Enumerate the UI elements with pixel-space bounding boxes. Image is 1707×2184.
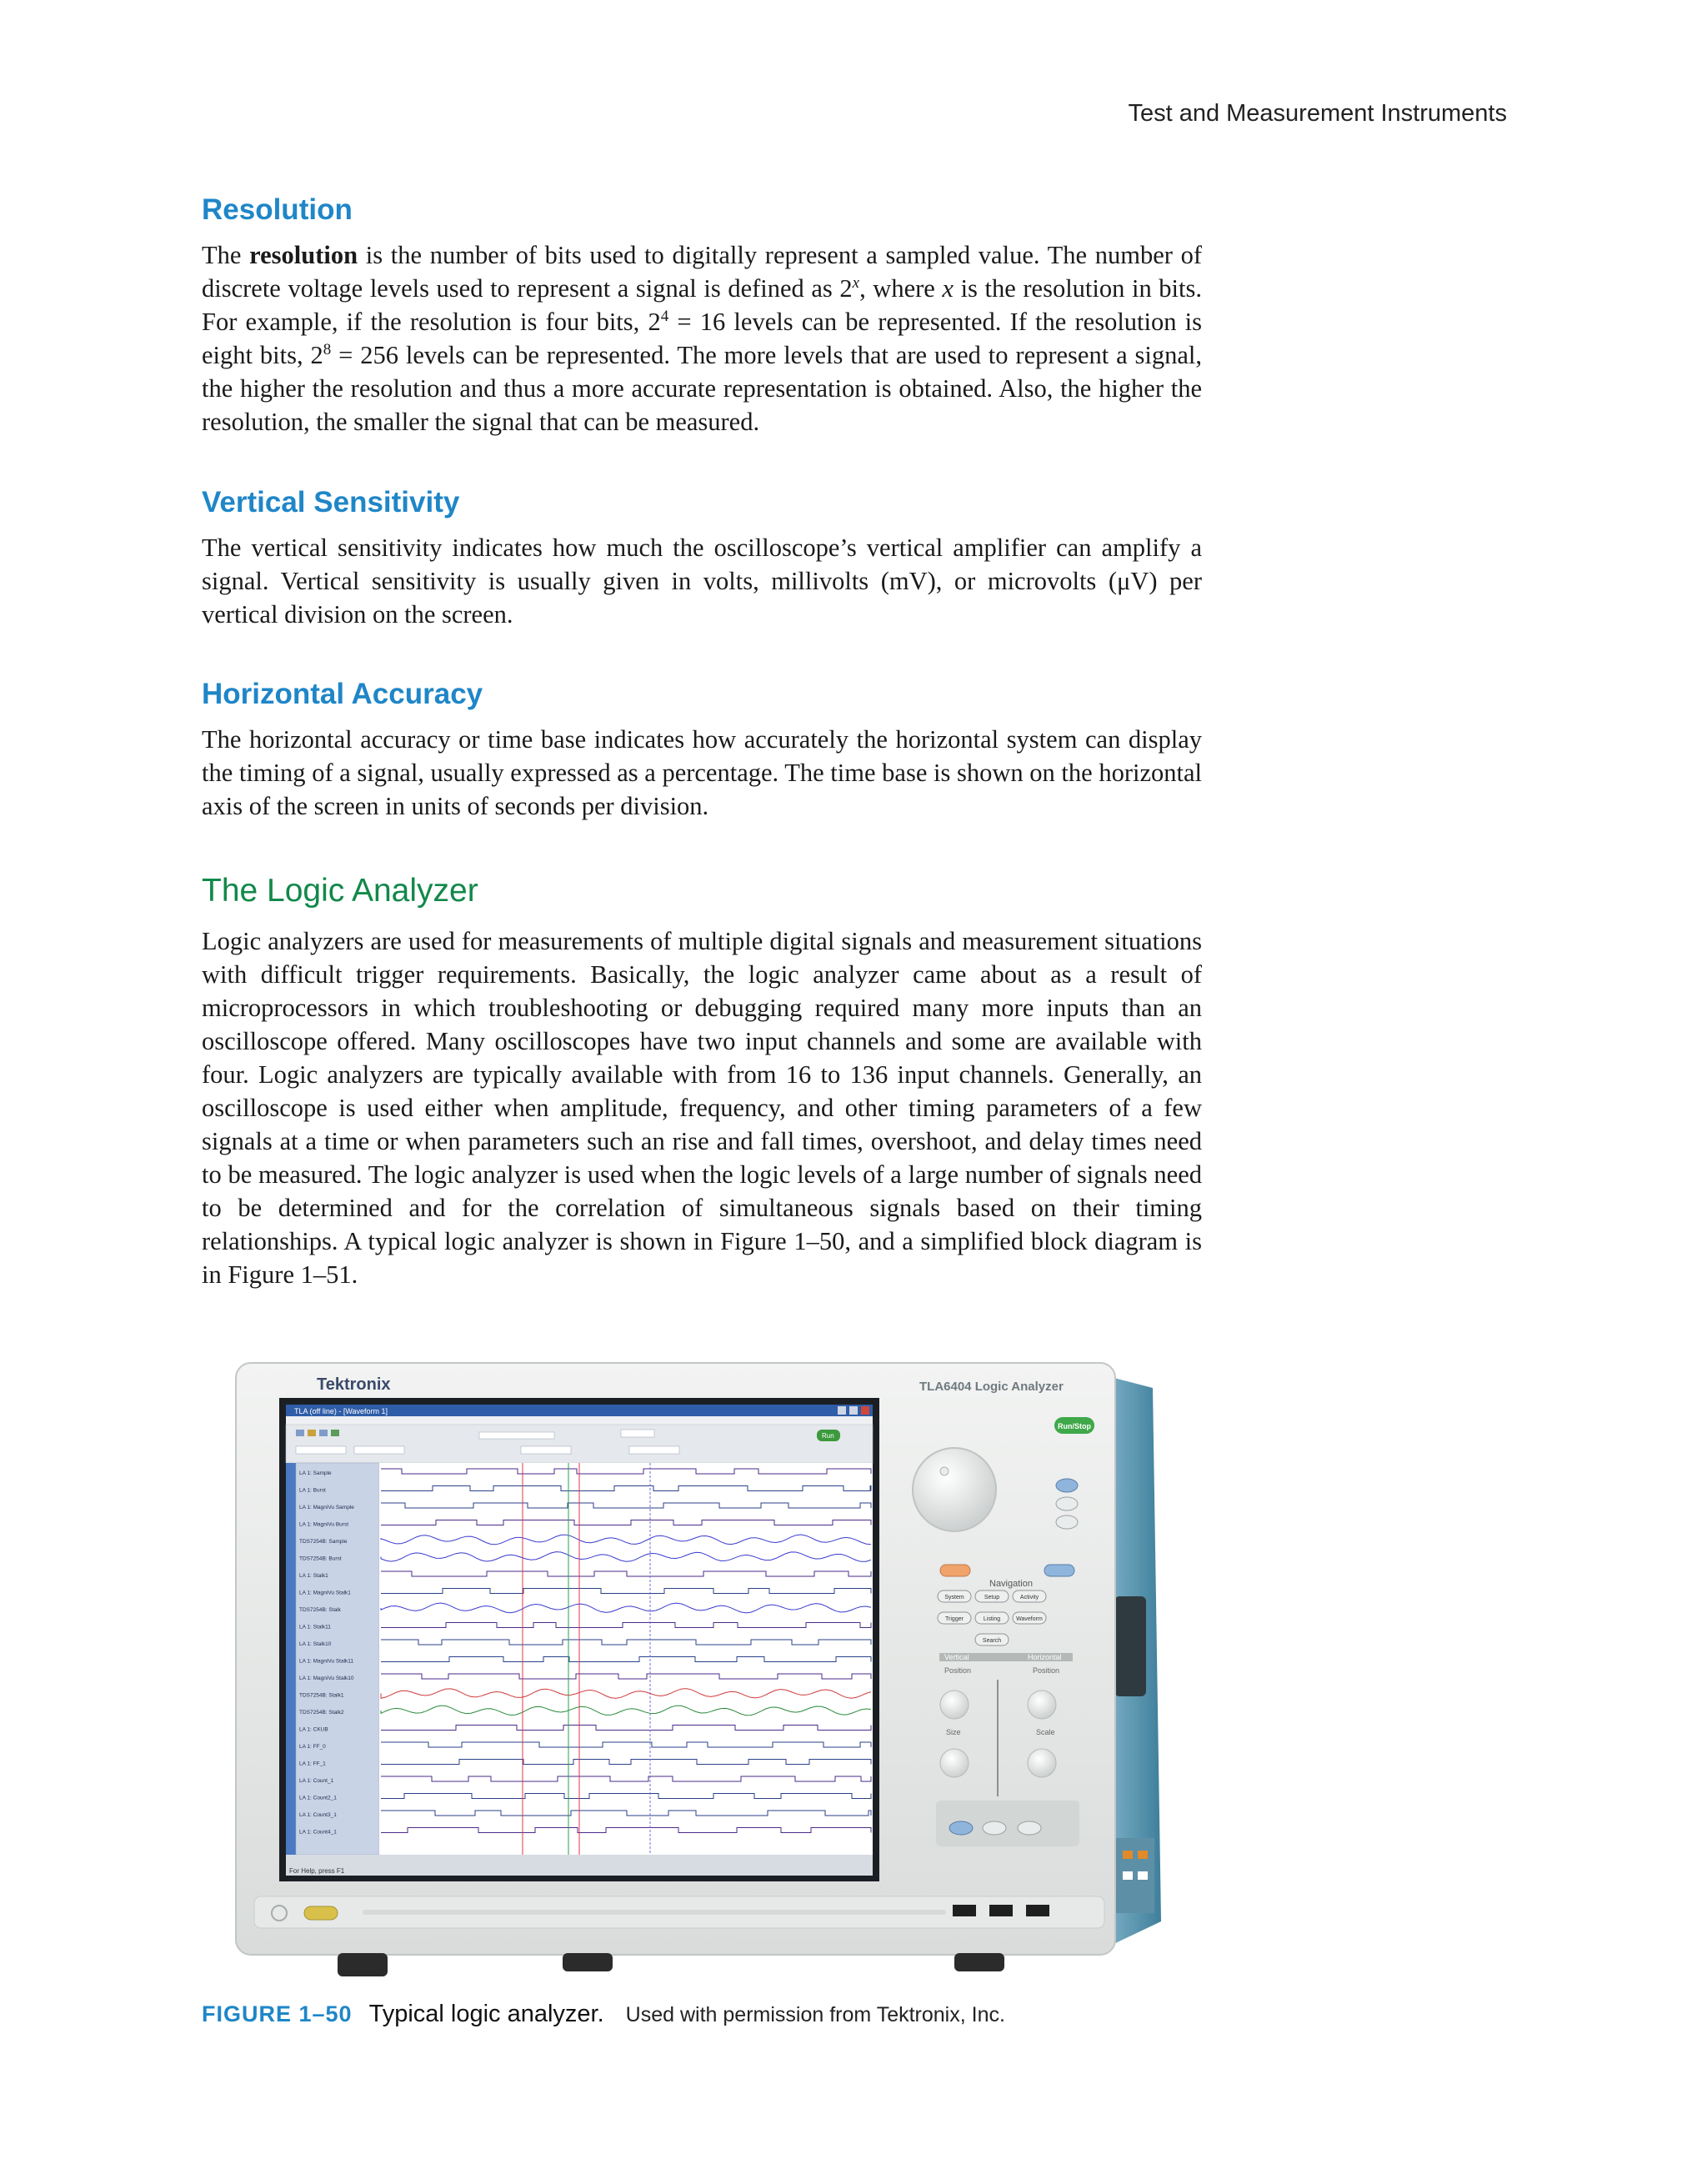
a-value-button bbox=[940, 1565, 970, 1576]
scale-label: Scale bbox=[1036, 1728, 1055, 1736]
handle bbox=[1114, 1596, 1146, 1696]
signal-label: LA 1: FF_1 bbox=[299, 1761, 326, 1767]
heading-vertical-sensitivity: Vertical Sensitivity bbox=[202, 486, 460, 518]
usb-port bbox=[1026, 1905, 1049, 1916]
signal-label: TDS7254B: Stalk2 bbox=[299, 1710, 344, 1716]
signal-label: LA 1: Count2_1 bbox=[299, 1795, 337, 1801]
vertical-position-knob bbox=[940, 1691, 969, 1719]
vertical-label: Vertical bbox=[944, 1653, 969, 1661]
signal-label: TDS7254B: Sample bbox=[299, 1539, 348, 1545]
horizontal-scale-knob bbox=[1028, 1749, 1056, 1777]
paragraph-vertical-sensitivity: The vertical sensitivity indicates how much the oscilloscope’s vertical amplifier can amplify a signal. Vertical sensitivity is usually given in volts, millivolts (mV), or microvolts (μV) per vertical division on the screen. bbox=[202, 533, 1202, 629]
waveform-area bbox=[379, 1463, 873, 1855]
signal-label: LA 1: Stalk10 bbox=[299, 1641, 332, 1647]
usb-port bbox=[989, 1905, 1013, 1916]
signal-label: LA 1: Count_1 bbox=[299, 1778, 334, 1784]
nav-button-label: Waveform bbox=[1016, 1616, 1043, 1622]
side-ports bbox=[1116, 1838, 1154, 1913]
section-resolution bbox=[202, 193, 1202, 438]
nav-button-label: Trigger bbox=[945, 1616, 964, 1622]
navigation-label: Navigation bbox=[989, 1579, 1033, 1589]
model-label: TLA6404 Logic Analyzer bbox=[919, 1380, 1064, 1394]
standby-switch bbox=[304, 1906, 338, 1920]
signal-label: LA 1: MagniVu Burst bbox=[299, 1521, 349, 1528]
magnivu-button bbox=[1044, 1565, 1074, 1576]
signal-label: LA 1: MagniVu Sample bbox=[299, 1505, 354, 1510]
channel-buttons bbox=[1056, 1479, 1078, 1529]
figure-title: Typical logic analyzer. bbox=[368, 2001, 604, 2027]
signal-label: LA 1: Sample bbox=[299, 1470, 332, 1476]
logic-analyzer-illustration bbox=[229, 1346, 1171, 1996]
nav-button-label: System bbox=[944, 1595, 964, 1600]
signal-label: LA 1: Stalk11 bbox=[299, 1624, 331, 1630]
heading-resolution: Resolution bbox=[202, 193, 353, 226]
general-purpose-knob bbox=[913, 1448, 996, 1531]
horizontal-label: Horizontal bbox=[1028, 1653, 1062, 1661]
paragraph-logic-analyzer: Logic analyzers are used for measurements of multiple digital signals and measurement situations with difficult trigger requirements. Basically, the logic analyzer came about as a result of microprocessors in which troubleshooting or debugging required many more inputs than an oscilloscope offered. Many oscilloscopes have two input channels and some are available with four. Logic analyzers are typically available with from 16 to 136 input channels. Generally, an oscilloscope is used either when amplitude, frequency, and other timing parameters of a few signals at a time or when parameters such an rise and fall times, overshoot, and delay times need to be measured. The logic analyzer is used when the logic levels of a large number of signals need to be determined and for the correlation of simultaneous signals based on their timing relationships. A typical logic analyzer is shown in Figure 1–50, and a simplified block diagram is in Figure 1–51. bbox=[202, 927, 1202, 1289]
signal-label: LA 1: MagniVu Stalk10 bbox=[299, 1676, 354, 1681]
signal-label: LA 1: FF_0 bbox=[299, 1744, 326, 1750]
signal-label: LA 1: CKUB bbox=[299, 1726, 328, 1733]
section-logic-analyzer bbox=[202, 873, 1202, 1291]
signal-label: LA 1: Burst bbox=[299, 1487, 326, 1494]
size-label: Size bbox=[946, 1728, 961, 1736]
signal-label: TDS7254B: Burst bbox=[299, 1555, 342, 1562]
brand-logo: Tektronix bbox=[317, 1375, 391, 1394]
signal-label: LA 1: Stalk1 bbox=[299, 1573, 328, 1579]
signal-label: LA 1: MagniVu Stalk1 bbox=[299, 1590, 351, 1596]
heading-horizontal-accuracy: Horizontal Accuracy bbox=[202, 678, 483, 710]
horizontal-position-knob bbox=[1028, 1691, 1056, 1719]
usb-port bbox=[953, 1905, 976, 1916]
paragraph-resolution: The resolution is the number of bits used to digitally represent a sampled value. The number of discrete voltage levels used to represent a signal is defined as 2$^x$, where x is the resolution in bits. For example, if the resolution is four bits, $2^4 = 16$ levels can be represented. If the resolution is eight bits, $2^8 = 256$ levels can be represented. The more levels that are used to represent a signal, the higher the resolution and thus a more accurate representation is obtained. Also, the higher the resolution, the smaller the signal that can be measured. bbox=[202, 241, 1203, 436]
nav-button-label: Setup bbox=[984, 1595, 1000, 1600]
paragraph-horizontal-accuracy: The horizontal accuracy or time base indicates how accurately the horizontal system can display the timing of a signal, usually expressed as a percentage. The time base is shown on the horizontal axis of the screen in units of seconds per division. bbox=[202, 725, 1202, 820]
horizontal-position-label: Position bbox=[1033, 1666, 1060, 1675]
running-head: Test and Measurement Instruments bbox=[1128, 100, 1507, 127]
figure-credit: Used with permission from Tektronix, Inc. bbox=[625, 2003, 1005, 2026]
status-bar-text: For Help, press F1 bbox=[289, 1867, 345, 1875]
figure-caption bbox=[202, 2001, 1005, 2028]
heading-logic-analyzer: The Logic Analyzer bbox=[202, 873, 478, 909]
window-title: TLA (off line) - [Waveform 1] bbox=[294, 1407, 388, 1415]
figure-number: FIGURE 1–50 bbox=[202, 2001, 353, 2026]
vertical-size-knob bbox=[940, 1749, 969, 1777]
signal-label: LA 1: Count4_1 bbox=[299, 1829, 337, 1836]
nav-button-label: Activity bbox=[1019, 1595, 1039, 1600]
run-stop-label: Run/Stop bbox=[1058, 1422, 1091, 1430]
run-button-label: Run bbox=[822, 1432, 834, 1440]
vertical-position-label: Position bbox=[944, 1666, 972, 1675]
signal-label: TDS7254B: Stalk bbox=[299, 1607, 341, 1613]
nav-button-label: Search bbox=[982, 1638, 1002, 1644]
section-horizontal-accuracy bbox=[202, 678, 1202, 823]
signal-label: LA 1: Count3_1 bbox=[299, 1812, 337, 1818]
signal-label: LA 1: MagniVu Stalk11 bbox=[299, 1658, 354, 1665]
signal-label: TDS7254B: Stalk1 bbox=[299, 1692, 344, 1699]
section-vertical-sensitivity bbox=[202, 486, 1202, 631]
nav-button-label: Listing bbox=[983, 1616, 1001, 1622]
figure-logic-analyzer bbox=[229, 1346, 1171, 1996]
